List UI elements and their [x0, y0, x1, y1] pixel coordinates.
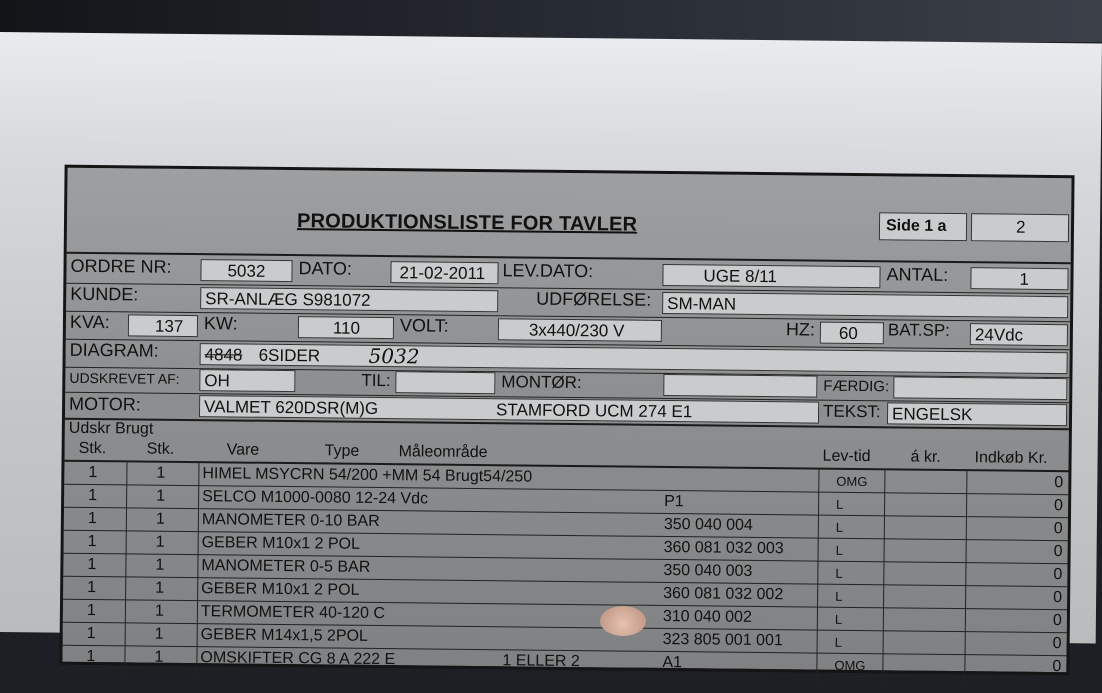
vare-cell: MANOMETER 0-10 BAR	[201, 511, 380, 531]
udskr-stk-cell: 1	[87, 532, 97, 551]
type-code-cell: A1	[662, 653, 683, 672]
udskr-stk-cell: 1	[86, 647, 96, 666]
levtid-cell: L	[835, 565, 843, 581]
udskr-stk-cell: 1	[87, 509, 97, 528]
kva-cell	[128, 314, 198, 337]
type-code-cell: P1	[664, 492, 684, 511]
vare-cell: SELCO M1000-0080 12-24 Vdc	[202, 488, 429, 508]
antal-cell	[970, 267, 1068, 290]
levtid-cell: L	[835, 519, 844, 535]
stk-header-2: Stk.	[146, 440, 175, 458]
side-value: 2	[1015, 217, 1026, 237]
ordre-value: 5032	[227, 261, 266, 281]
kunde-value: SR-ANLÆG S981072	[205, 289, 371, 310]
indkob-cell: 0	[1053, 566, 1063, 584]
levtid-cell: L	[835, 588, 843, 604]
volt-value: 3x440/230 V	[528, 320, 625, 341]
montor-label: MONTØR:	[501, 372, 582, 393]
indkob-cell: 0	[1053, 543, 1063, 561]
finger-tip	[600, 606, 646, 636]
volt-cell	[498, 318, 662, 342]
indkob-cell: 0	[1054, 474, 1064, 492]
levtid-cell: L	[834, 611, 843, 627]
paper-sheet	[0, 32, 1102, 676]
vare-cell: GEBER M14x1,5 2POL	[200, 626, 368, 645]
levtid-header: Lev-tid	[822, 447, 871, 466]
dato-value: 21-02-2011	[399, 263, 486, 284]
udskrevet-label: UDSKREVET AF:	[69, 369, 180, 387]
side-label: Side 1 a	[885, 217, 947, 235]
brugt-stk-cell: 1	[156, 464, 166, 482]
tekst-label: TEKST:	[822, 401, 881, 422]
kunde-label: KUNDE:	[70, 283, 139, 305]
side-label-cell	[879, 212, 967, 241]
diagram-value: 6SIDER	[258, 345, 321, 366]
vare-cell: OMSKIFTER CG 8 A 222 E	[200, 649, 396, 669]
diagram-handwritten: 5032	[368, 343, 420, 369]
brugt-stk-cell: 1	[154, 602, 164, 620]
production-list-form	[59, 165, 1074, 676]
volt-label: VOLT:	[399, 315, 449, 336]
antal-value: 1	[1019, 269, 1030, 289]
kw-cell	[298, 316, 394, 339]
type-code-cell: 323 805 001 001	[662, 630, 783, 650]
brugt-stk-cell: 1	[155, 556, 165, 574]
udforelse-cell	[662, 292, 1068, 318]
maaleomraade-cell: 1 ELLER 2	[502, 652, 580, 671]
item-table	[62, 462, 1068, 693]
brugt-stk-cell: 1	[154, 648, 164, 666]
hz-label: HZ:	[785, 319, 816, 340]
indkob-cell: 0	[1052, 635, 1062, 653]
udskr-stk-cell: 1	[87, 555, 97, 574]
vare-cell: GEBER M10x1 2 POL	[201, 534, 361, 553]
udskrevet-cell	[199, 369, 295, 392]
indkob-cell: 0	[1053, 589, 1063, 607]
type-code-cell: 360 081 032 002	[663, 584, 784, 604]
generator-value: STAMFORD UCM 274 E1	[495, 400, 693, 422]
diagram-label: DIAGRAM:	[69, 339, 159, 361]
vare-cell: TERMOMETER 40-120 C	[200, 603, 386, 623]
type-code-cell: 310 040 002	[662, 607, 752, 626]
hz-cell	[820, 322, 884, 345]
udforelse-label: UDFØRELSE:	[536, 288, 652, 310]
indkob-header: Indkøb Kr.	[974, 449, 1048, 467]
type-code-cell: 360 081 032 003	[663, 538, 784, 558]
antal-label: ANTAL:	[886, 264, 949, 285]
indkob-cell: 0	[1054, 497, 1064, 515]
side-value-cell	[971, 213, 1069, 242]
levtid-cell: L	[836, 496, 844, 512]
vare-header: Vare	[226, 441, 260, 459]
tekst-cell	[887, 402, 1067, 426]
kw-value: 110	[332, 318, 361, 338]
form-title: PRODUKTIONSLISTE FOR TAVLER	[296, 210, 638, 236]
til-label: TIL:	[361, 370, 391, 391]
type-code-cell: 350 040 004	[663, 515, 753, 534]
motor-value: VALMET 620DSR(M)G	[203, 397, 379, 418]
udskr-brugt-header: Udskr Brugt	[68, 419, 154, 438]
brugt-stk-cell: 1	[156, 487, 166, 505]
levtid-cell: L	[835, 542, 843, 558]
levtid-cell: OMG	[836, 473, 868, 490]
faerdig-cell	[893, 376, 1067, 400]
levdato-cell	[662, 264, 880, 288]
udskrevet-value: OH	[204, 371, 230, 391]
akr-header: á kr.	[910, 448, 941, 466]
udskr-stk-cell: 1	[86, 624, 96, 643]
vare-cell: MANOMETER 0-5 BAR	[201, 557, 371, 576]
vare-cell: GEBER M10x1 2 POL	[201, 580, 360, 599]
brugt-stk-cell: 1	[154, 625, 164, 643]
kva-label: KVA:	[69, 311, 110, 333]
til-cell	[395, 371, 495, 394]
udskr-stk-cell: 1	[86, 601, 96, 620]
vare-cell: HIMEL MSYCRN 54/200 +MM 54 Brugt54/250	[202, 465, 533, 486]
kva-value: 137	[154, 316, 184, 336]
stk-header-1: Stk.	[78, 439, 107, 458]
faerdig-label: FÆRDIG:	[823, 377, 890, 396]
udskr-stk-cell: 1	[87, 578, 97, 597]
levtid-cell: OMG	[834, 657, 866, 674]
type-code-cell: 350 040 003	[663, 561, 753, 580]
ordre-label: ORDRE NR:	[70, 255, 172, 277]
montor-cell	[663, 374, 817, 398]
kunde-cell	[200, 287, 498, 312]
dato-cell	[390, 261, 498, 284]
kw-label: KW:	[203, 313, 238, 334]
indkob-cell: 0	[1052, 612, 1062, 630]
ordre-cell	[200, 259, 292, 282]
brugt-stk-cell: 1	[155, 510, 165, 528]
motor-label: MOTOR:	[69, 393, 141, 415]
maaleomraade-header: Måleområde	[398, 443, 488, 462]
levtid-cell: L	[834, 634, 842, 650]
indkob-cell: 0	[1052, 658, 1062, 676]
udskr-stk-cell: 1	[88, 463, 98, 482]
udskr-stk-cell: 1	[88, 486, 98, 505]
levdato-value: UGE 8/11	[703, 266, 777, 287]
brugt-stk-cell: 1	[155, 579, 165, 597]
levdato-label: LEV.DATO:	[502, 260, 594, 282]
indkob-cell: 0	[1053, 520, 1063, 538]
diagram-struck-value: 4848	[204, 345, 243, 365]
type-header: Type	[324, 442, 360, 460]
hz-value: 60	[838, 323, 858, 343]
batsp-value: 24Vdc	[974, 325, 1024, 345]
dato-label: DATO:	[298, 258, 352, 279]
batsp-cell	[970, 323, 1068, 346]
udforelse-value: SM-MAN	[667, 294, 737, 314]
batsp-label: BAT.SP:	[887, 320, 951, 340]
tekst-value: ENGELSK	[891, 404, 973, 425]
brugt-stk-cell: 1	[155, 533, 165, 551]
